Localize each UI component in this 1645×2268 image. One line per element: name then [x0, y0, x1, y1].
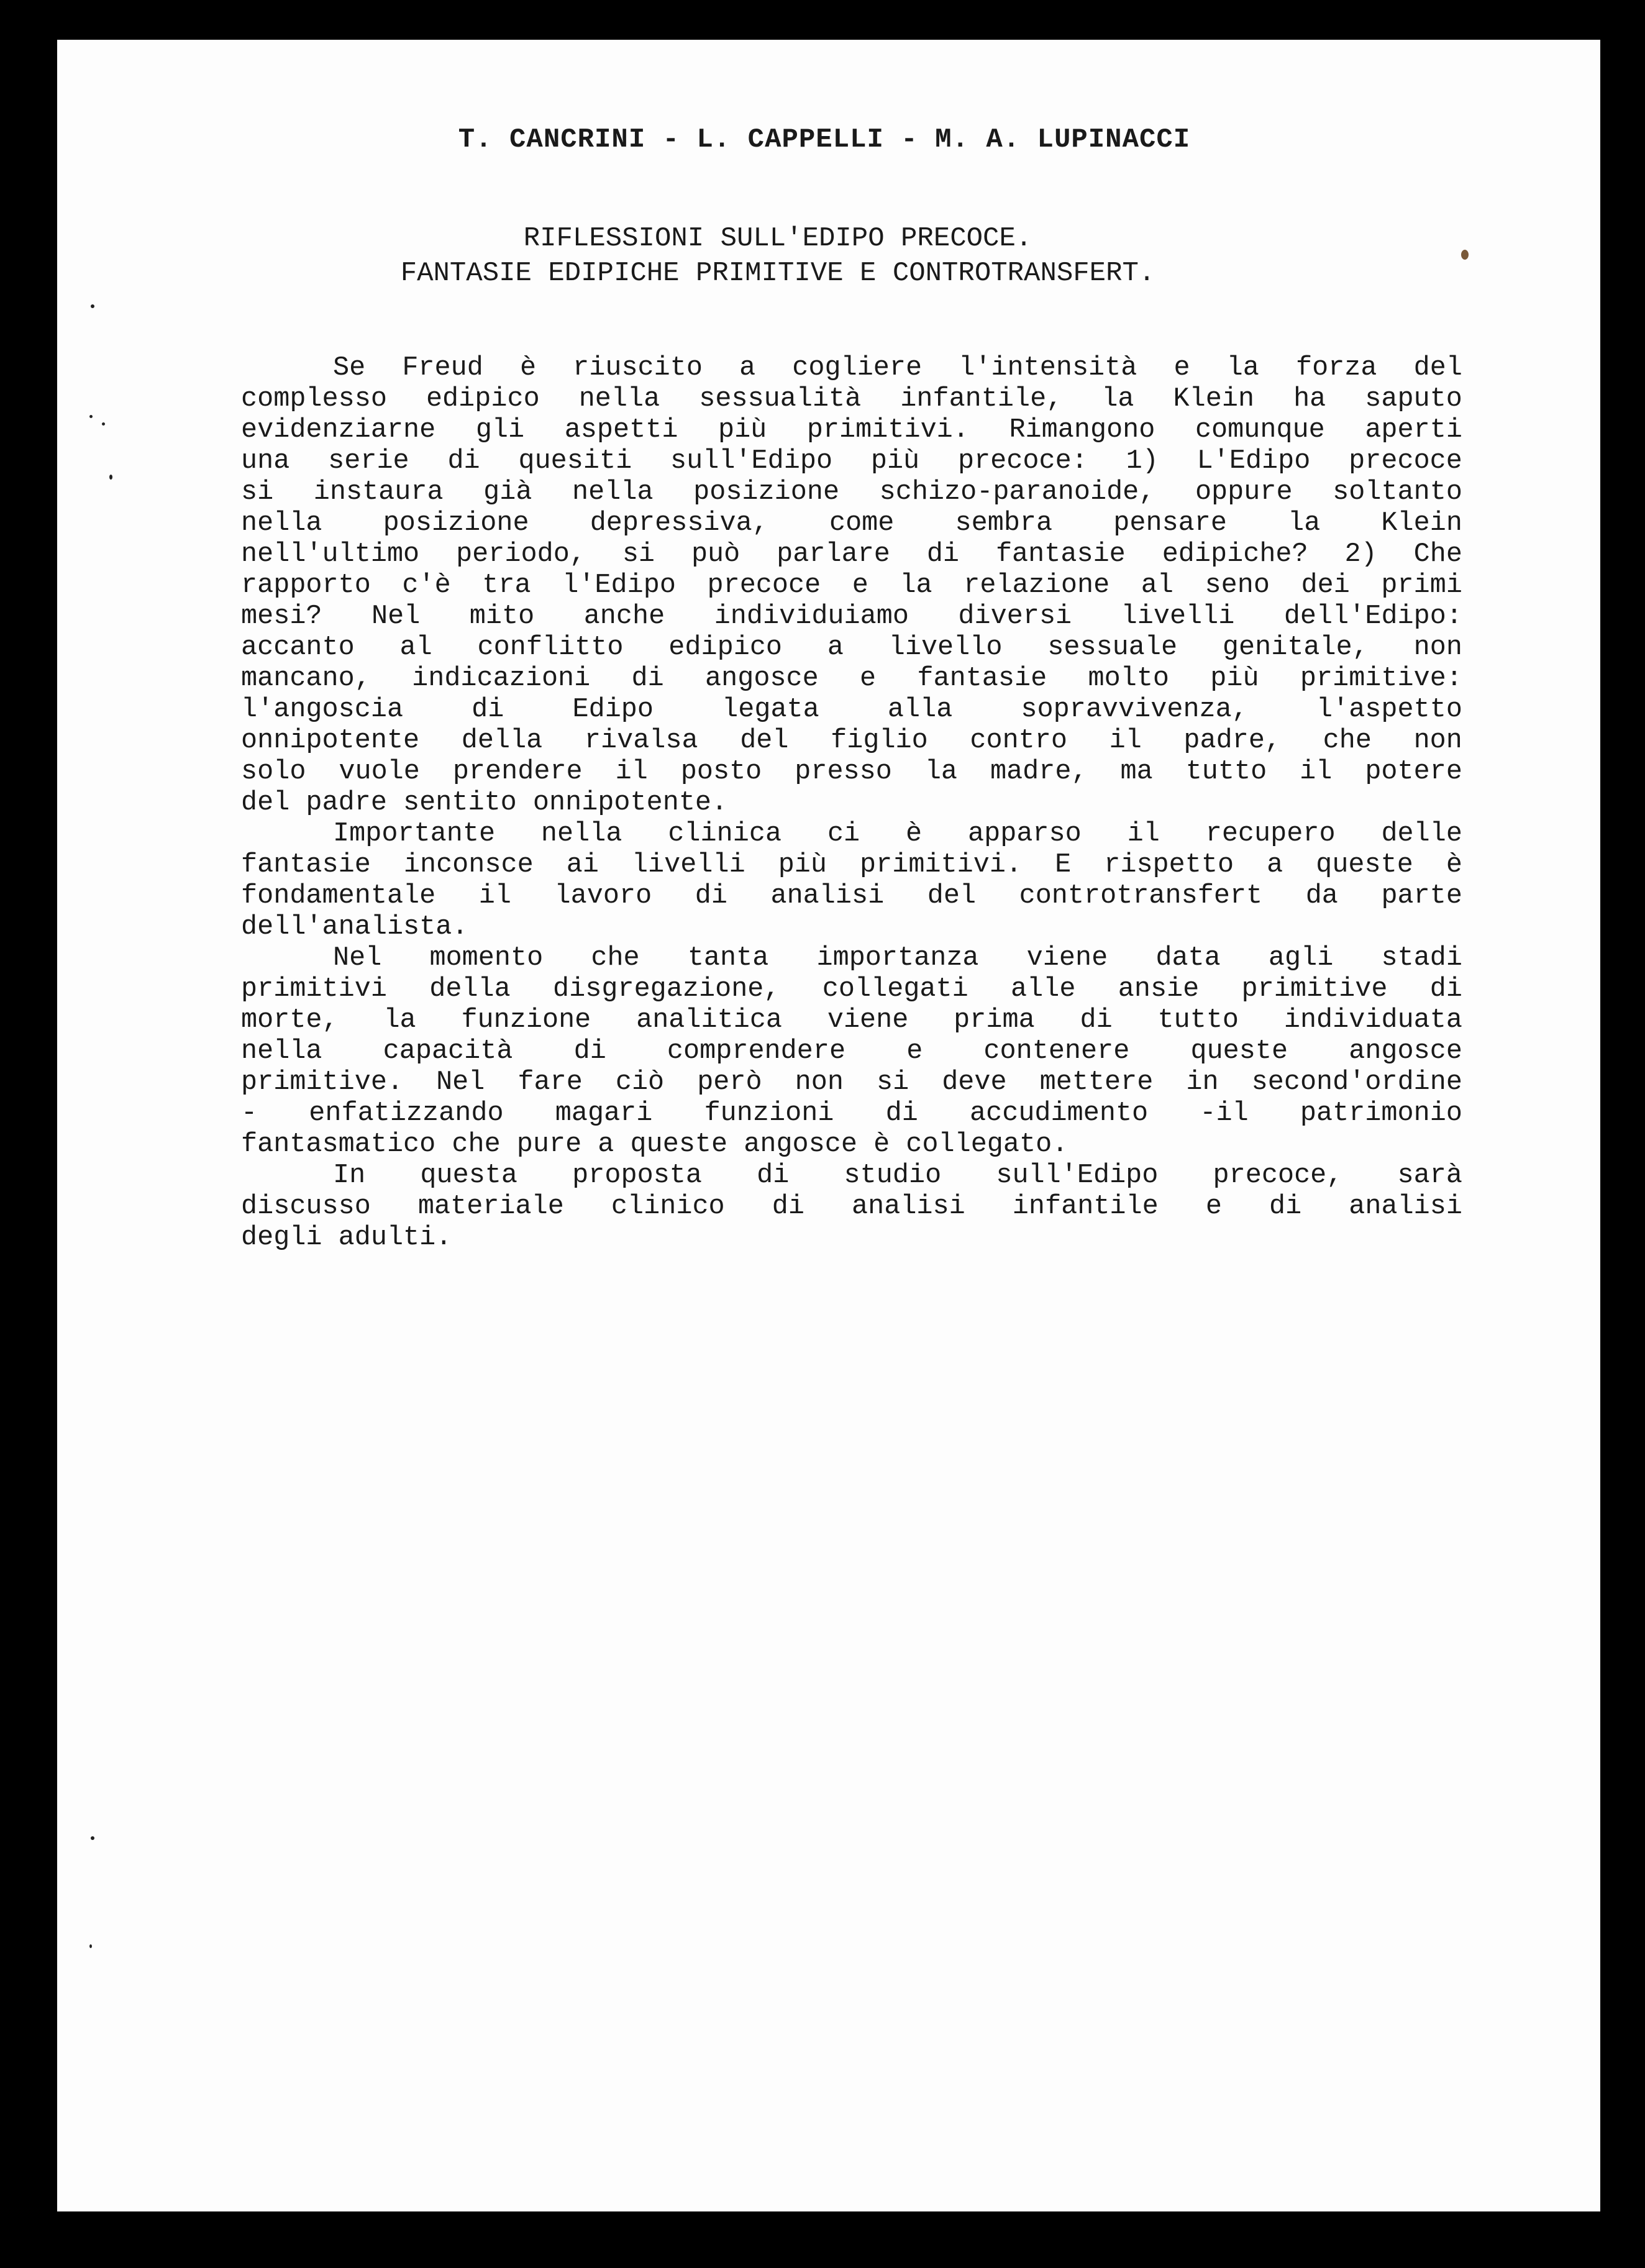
body-line: solo vuole prendere il posto presso la madre, ma tutto il potere — [241, 757, 1462, 787]
scan-speck — [1461, 250, 1469, 260]
body-line: accanto al conflitto edipico a livello sessuale genitale, non — [241, 632, 1462, 663]
body-line: fantasmatico che pure a queste angosce è collegato. — [241, 1129, 1069, 1160]
body-line: una serie di quesiti sull'Edipo più precoce: 1) L'Edipo precoce — [241, 446, 1462, 476]
body-line: Se Freud è riuscito a cogliere l'intensità e la forza del — [333, 353, 1462, 383]
body-line: onnipotente della rivalsa del figlio contro il padre, che non — [241, 726, 1462, 756]
body-line: l'angoscia di Edipo legata alla sopravvivenza, l'aspetto — [241, 695, 1462, 725]
body-line: degli adulti. — [241, 1223, 452, 1253]
body-line: - enfatizzando magari funzioni di accudimento -il patrimonio — [241, 1098, 1462, 1129]
body-line: discusso materiale clinico di analisi infantile e di analisi — [241, 1191, 1462, 1222]
body-line: rapporto c'è tra l'Edipo precoce e la relazione al seno dei primi — [241, 570, 1462, 601]
body-line: Importante nella clinica ci è apparso il recupero delle — [333, 819, 1462, 849]
scan-speck — [89, 415, 93, 418]
body-line: nella capacità di comprendere e contenere queste angosce — [241, 1036, 1462, 1067]
scan-speck — [102, 422, 105, 426]
body-line: complesso edipico nella sessualità infantile, la Klein ha saputo — [241, 384, 1462, 414]
body-text — [241, 353, 1462, 1254]
body-line: del padre sentito onnipotente. — [241, 788, 728, 818]
title-line-1: RIFLESSIONI SULL'EDIPO PRECOCE. — [523, 223, 1032, 254]
document-title — [169, 221, 1387, 291]
body-line: evidenziarne gli aspetti più primitivi. Rimangono comunque aperti — [241, 415, 1462, 445]
document-page — [57, 40, 1600, 2211]
body-line: morte, la funzione analitica viene prima di tutto individuata — [241, 1005, 1462, 1036]
scan-speck — [91, 1836, 94, 1840]
body-line: mesi? Nel mito anche individuiamo diversi livelli dell'Edipo: — [241, 601, 1462, 632]
title-line-2: FANTASIE EDIPICHE PRIMITIVE E CONTROTRANSFERT. — [400, 258, 1155, 289]
body-line: fondamentale il lavoro di analisi del controtransfert da parte — [241, 881, 1462, 911]
scan-speck — [89, 1944, 92, 1948]
body-line: nella posizione depressiva, come sembra pensare la Klein — [241, 508, 1462, 539]
body-line: mancano, indicazioni di angosce e fantasie molto più primitive: — [241, 663, 1462, 694]
body-line: primitive. Nel fare ciò però non si deve mettere in second'ordine — [241, 1067, 1462, 1098]
body-line: In questa proposta di studio sull'Edipo precoce, sarà — [333, 1160, 1462, 1191]
body-line: Nel momento che tanta importanza viene data agli stadi — [333, 943, 1462, 973]
body-line: si instaura già nella posizione schizo-paranoide, oppure soltanto — [241, 477, 1462, 508]
scan-speck — [109, 475, 112, 480]
body-line: primitivi della disgregazione, collegati alle ansie primitive di — [241, 974, 1462, 1004]
authors-line: T. CANCRINI - L. CAPPELLI - M. A. LUPINACCI — [458, 124, 1191, 155]
body-line: nell'ultimo periodo, si può parlare di fantasie edipiche? 2) Che — [241, 539, 1462, 570]
scan-speck — [91, 304, 94, 308]
body-line: fantasie inconsce ai livelli più primitivi. E rispetto a queste è — [241, 850, 1462, 880]
body-line: dell'analista. — [241, 912, 468, 942]
